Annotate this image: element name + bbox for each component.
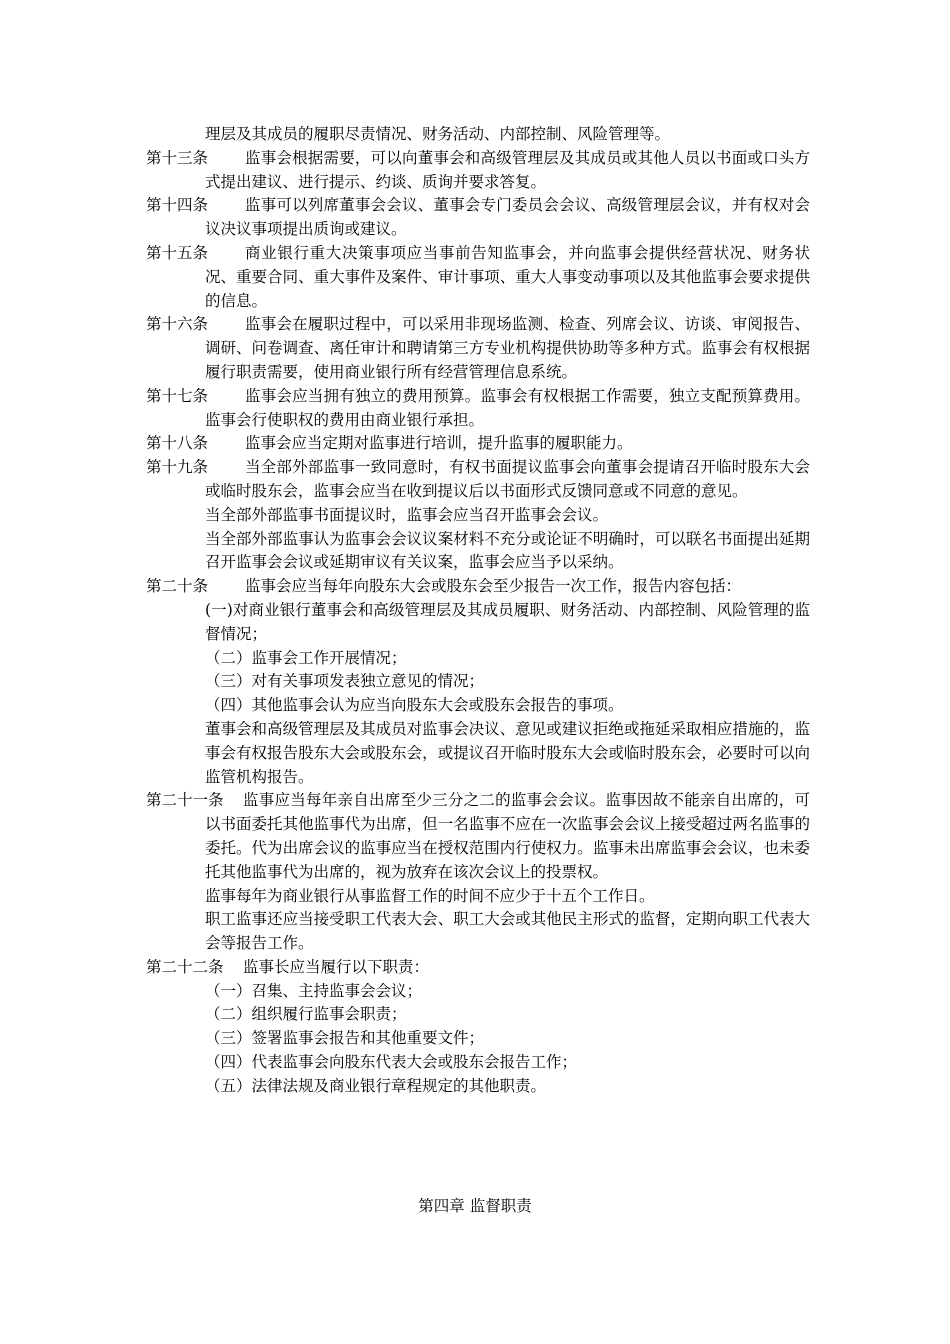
article-21 [146, 789, 810, 884]
list-item: （五）法律法规及商业银行章程规定的其他职责。 [205, 1076, 547, 1095]
article-text: 监事会应当每年向股东大会或股东会至少报告一次工作，报告内容包括： [245, 577, 742, 596]
list-item: （二）监事会工作开展情况； [205, 648, 407, 667]
article-text: 监事长应当履行以下职责： [243, 957, 430, 976]
article-paragraph: 董事会和高级管理层及其成员对监事会决议、意见或建议拒绝或拖延采取相应措施的，监事会有权报告股东大会或股东会，或提议召开临时股东大会或临时股东会，必要时可以向监管机构报告。 [205, 719, 810, 786]
chapter-heading: 第四章 监督职责 [418, 1197, 532, 1215]
article-text: 监事可以列席董事会会议、董事会专门委员会会议、高级管理层会议，并有权对会议决议事项提出质询或建议。 [205, 196, 810, 239]
article-label: 第十九条 [146, 458, 209, 477]
article-paragraph: 当全部外部监事书面提议时，监事会应当召开监事会会议。 [205, 505, 609, 524]
article-text: 监事会应当定期对监事进行培训，提升监事的履职能力。 [245, 434, 633, 453]
article-paragraph: 职工监事还应当接受职工代表大会、职工大会或其他民主形式的监督，定期向职工代表大会等报告工作。 [205, 910, 810, 953]
article-16 [146, 313, 810, 384]
article-label: 第十七条 [146, 386, 209, 405]
article-label: 第二十一条 [146, 791, 224, 810]
article-paragraph: 当全部外部监事认为监事会会议议案材料不充分或论证不明确时，可以联名书面提出延期召开监事会会议或延期审议有关议案，监事会应当予以采纳。 [205, 529, 810, 572]
article-paragraph: 监事每年为商业银行从事监督工作的时间不应少于十五个工作日。 [205, 886, 655, 905]
list-item: (一)对商业银行董事会和高级管理层及其成员履职、财务活动、内部控制、风险管理的监督情况； [205, 600, 810, 643]
paragraph-continuation: 理层及其成员的履职尽责情况、财务活动、内部控制、风险管理等。 [205, 125, 671, 143]
article-label: 第十五条 [146, 243, 209, 262]
article-22 [146, 956, 810, 980]
article-label: 第十三条 [146, 148, 209, 167]
article-text: 当全部外部监事一致同意时，有权书面提议监事会向董事会提请召开临时股东大会或临时股东会，监事会应当在收到提议后以书面形式反馈同意或不同意的意见。 [205, 458, 810, 500]
document-body [146, 123, 810, 1099]
article-label: 第十六条 [146, 315, 209, 334]
list-item: （三）签署监事会报告和其他重要文件； [205, 1029, 485, 1048]
article-label: 第十四条 [146, 196, 209, 215]
list-item: （一）召集、主持监事会会议； [205, 981, 423, 1000]
list-item: （三）对有关事项发表独立意见的情况； [205, 672, 485, 691]
article-18 [146, 432, 810, 456]
article-text: 监事会在履职过程中，可以采用非现场监测、检查、列席会议、访谈、审阅报告、调研、问卷调查、离任审计和聘请第三方专业机构提供协助等多种方式。监事会有权根据履行职责需要，使用商业银行所有经营管理信息系统。 [205, 315, 810, 381]
article-text: 监事会应当拥有独立的费用预算。监事会有权根据工作需要，独立支配预算费用。监事会行使职权的费用由商业银行承担。 [205, 386, 810, 429]
article-label: 第十八条 [146, 434, 209, 453]
article-17 [146, 385, 810, 433]
list-item: （四）代表监事会向股东代表大会或股东会报告工作； [205, 1053, 578, 1072]
article-text: 监事应当每年亲自出席至少三分之二的监事会会议。监事因故不能亲自出席的，可以书面委托其他监事代为出席，但一名监事不应在一次监事会会议上接受超过两名监事的委托。代为出席会议的监事应当在授权范围内行使权力。监事未出席监事会会议，也未委托其他监事代为出席的，视为放弃在该次会议上的投票权。 [205, 791, 810, 881]
article-14 [146, 194, 810, 242]
article-13 [146, 147, 810, 195]
list-item: （二）组织履行监事会职责； [205, 1005, 407, 1024]
article-label: 第二十条 [146, 577, 209, 596]
article-text: 监事会根据需要，可以向董事会和高级管理层及其成员或其他人员以书面或口头方式提出建议、进行提示、约谈、质询并要求答复。 [205, 148, 810, 191]
article-15 [146, 242, 810, 313]
article-label: 第二十二条 [146, 957, 224, 976]
article-20 [146, 575, 810, 599]
article-19 [146, 456, 810, 504]
article-text: 商业银行重大决策事项应当事前告知监事会，并向监事会提供经营状况、财务状况、重要合同、重大事件及案件、审计事项、重大人事变动事项以及其他监事会要求提供的信息。 [205, 243, 810, 310]
list-item: （四）其他监事会认为应当向股东大会或股东会报告的事项。 [205, 696, 624, 715]
